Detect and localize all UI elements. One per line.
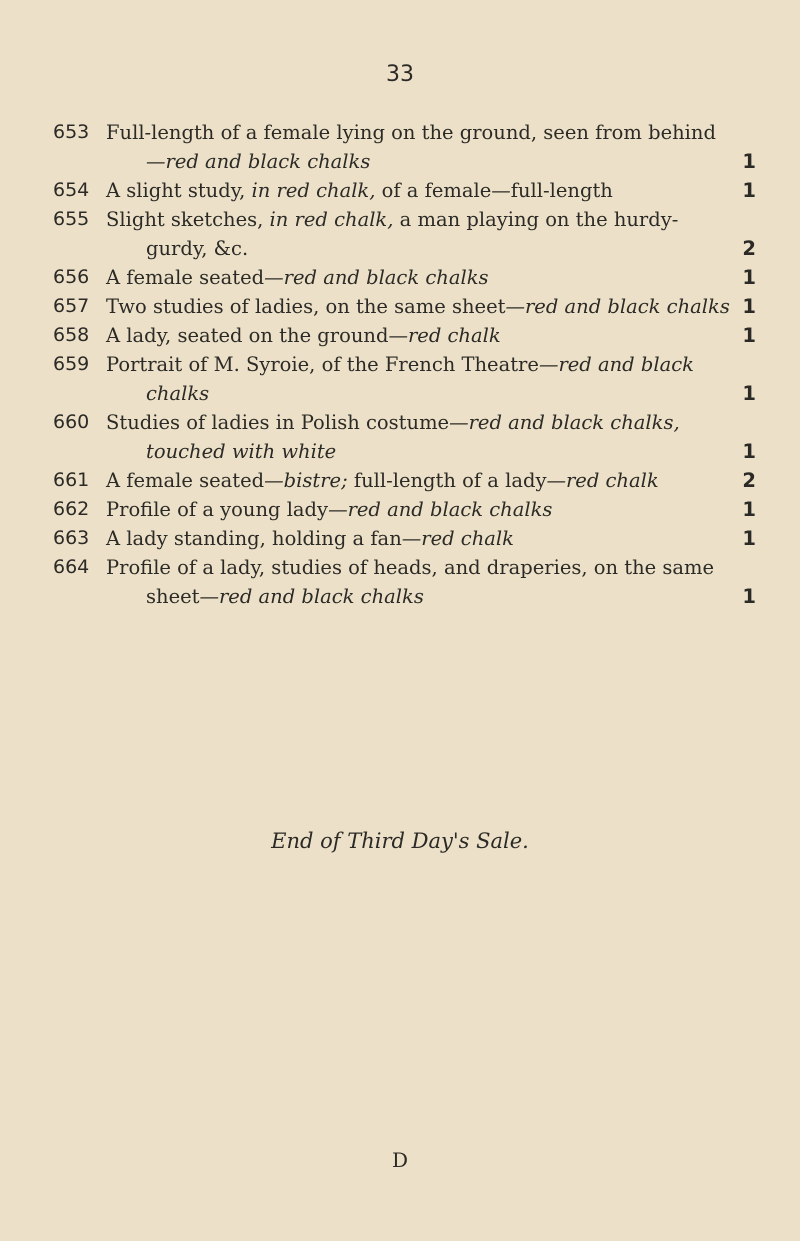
lot-line [106,379,696,408]
lot-number: 655 [53,208,90,230]
medium-text: —red and black [538,353,694,376]
lot-description [106,408,696,466]
lot-number: 658 [53,324,90,346]
description-text: full-length of a lady [347,469,547,492]
lot-line [106,495,696,524]
medium-text: —red chalk [546,469,659,492]
lot-line [106,466,696,495]
description-text: Portrait of M. Syroie, of the French Theatre [106,353,539,376]
lot-line [106,524,696,553]
description-text: A female seated [106,469,265,492]
lot-quantity: 1 [742,585,756,608]
medium-text: in red chalk, [269,208,394,231]
lot-line [106,582,696,611]
lot-item [0,553,800,611]
lot-number: 654 [53,179,90,201]
lot-description [106,350,696,408]
description-text: A female seated [106,266,265,289]
lot-quantity: 1 [742,179,756,202]
medium-text: in red chalk, [251,179,376,202]
lot-line [106,205,696,234]
lot-number: 659 [53,353,90,375]
lot-line [106,408,696,437]
lot-item [0,292,800,321]
lot-line [106,176,696,205]
lot-quantity: 2 [742,237,756,260]
lot-quantity: 1 [742,382,756,405]
end-note: End of Third Day's Sale. [271,829,529,853]
medium-text: —red chalk [388,324,501,347]
lot-description [106,263,696,292]
medium-text: —red and black chalks [146,150,371,173]
description-text: a man playing on the hurdy- [393,208,679,231]
lot-description [106,495,696,524]
description-text: A lady, seated on the ground [106,324,389,347]
description-text: Slight sketches, [106,208,270,231]
page-number: 33 [386,62,414,87]
medium-text: —red and black chalks, [449,411,680,434]
lot-description [106,176,696,205]
description-text: A slight study, [106,179,252,202]
lot-item [0,466,800,495]
lot-line [106,321,696,350]
lot-number: 660 [53,411,90,433]
medium-text: —red and black chalks [199,585,424,608]
description-text: sheet [146,585,200,608]
lot-item [0,350,800,408]
signature-mark: D [391,1148,409,1172]
lot-quantity: 1 [742,266,756,289]
lot-line: Full-length of a female lying on the ground, seen from behind [106,121,716,144]
lot-line: Profile of a lady, studies of heads, and draperies, on the same [106,556,715,579]
lot-line [106,147,696,176]
description-text: Studies of ladies in Polish costume [106,411,450,434]
lot-number: 664 [53,556,90,578]
medium-text: chalks [146,382,210,405]
lot-description [106,524,696,553]
lot-description [106,553,715,611]
medium-text: touched with white [146,440,337,463]
lot-description [106,205,696,263]
medium-text: —red and black chalks [505,295,730,318]
lot-quantity: 1 [742,295,756,318]
description-text: A lady standing, holding a fan [106,527,402,550]
lot-description [106,292,730,321]
medium-text: —red and black chalks [264,266,489,289]
lot-quantity: 1 [742,527,756,550]
lot-list [0,118,800,611]
lot-item [0,176,800,205]
lot-number: 663 [53,527,90,549]
lot-quantity: 1 [742,150,756,173]
lot-item [0,118,800,176]
description-text: Profile of a young lady [106,498,329,521]
medium-text: —red chalk [401,527,514,550]
lot-item [0,263,800,292]
medium-text: —bistre; [264,469,348,492]
description-text: Two studies of ladies, on the same sheet [106,295,506,318]
lot-quantity: 2 [742,469,756,492]
lot-number: 656 [53,266,90,288]
lot-line [106,263,696,292]
lot-line [106,350,696,379]
lot-number: 662 [53,498,90,520]
lot-line [106,292,730,321]
lot-description [106,118,716,176]
lot-item [0,321,800,350]
lot-line: gurdy, &c. [146,237,249,260]
lot-description [106,466,696,495]
lot-item [0,205,800,263]
lot-description [106,321,696,350]
lot-number: 657 [53,295,90,317]
lot-quantity: 1 [742,498,756,521]
lot-item [0,524,800,553]
medium-text: —red and black chalks [328,498,553,521]
lot-quantity: 1 [742,440,756,463]
description-text: of a female—full-length [375,179,613,202]
lot-number: 661 [53,469,90,491]
lot-item [0,495,800,524]
lot-quantity: 1 [742,324,756,347]
lot-line [106,437,696,466]
lot-item [0,408,800,466]
lot-number: 653 [53,121,90,143]
